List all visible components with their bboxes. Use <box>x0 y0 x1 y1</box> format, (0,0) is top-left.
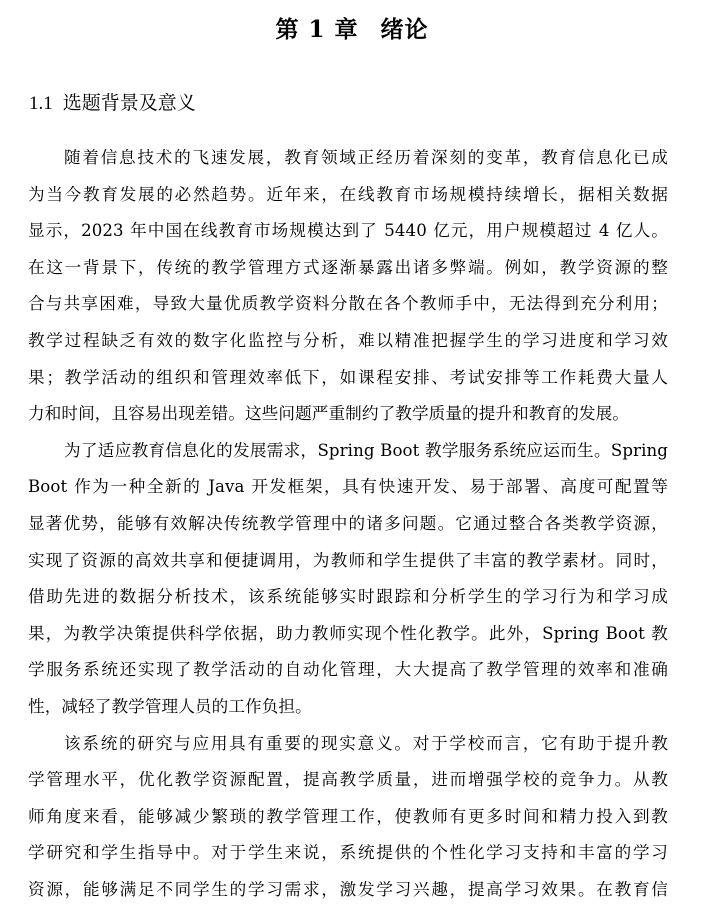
text-line: 为当今教育发展的必然趋势。近年来，在线教育市场规模持续增长，据相关数据 <box>28 177 668 214</box>
text-line: 借助先进的数据分析技术，该系统能够实时跟踪和分析学生的学习行为和学习成 <box>28 579 668 616</box>
text-line: 果；教学活动的组织和管理效率低下，如课程安排、考试安排等工作耗费大量人 <box>28 360 668 397</box>
text-line: 师角度来看，能够减少繁琐的教学管理工作，使教师有更多时间和精力投入到教 <box>28 799 668 836</box>
text-line: 显著优势，能够有效解决传统教学管理中的诸多问题。它通过整合各类教学资源， <box>28 506 668 543</box>
text-line: 合与共享困难，导致大量优质教学资料分散在各个教师手中，无法得到充分利用； <box>28 286 668 323</box>
document-body <box>28 140 668 908</box>
chapter-number: 第 1 章 <box>275 16 358 43</box>
text-line: 学研究和学生指导中。对于学生来说，系统提供的个性化学习支持和丰富的学习 <box>28 835 668 872</box>
text-line: 教学过程缺乏有效的数字化监控与分析，难以精准把握学生的学习进度和学习效 <box>28 323 668 360</box>
text-line: 显示，2023 年中国在线教育市场规模达到了 5440 亿元，用户规模超过 4 亿人。 <box>28 213 668 250</box>
text-line: 为了适应教育信息化的发展需求，Spring Boot 教学服务系统应运而生。Spring <box>28 433 668 470</box>
text-line: 随着信息技术的飞速发展，教育领域正经历着深刻的变革，教育信息化已成 <box>28 140 668 177</box>
text-line: 学管理水平，优化教学资源配置，提高教学质量，进而增强学校的竞争力。从教 <box>28 762 668 799</box>
text-line: 性，减轻了教学管理人员的工作负担。 <box>28 689 668 726</box>
text-line: 学服务系统还实现了教学活动的自动化管理，大大提高了教学管理的效率和准确 <box>28 652 668 689</box>
text-line: Boot 作为一种全新的 Java 开发框架，具有快速开发、易于部署、高度可配置等 <box>28 469 668 506</box>
paragraph-1 <box>28 140 668 433</box>
text-line: 果，为教学决策提供科学依据，助力教师实现个性化教学。此外，Spring Boot 教 <box>28 616 668 653</box>
paragraph-2 <box>28 433 668 726</box>
section-number: 1.1 <box>29 93 53 114</box>
text-line: 实现了资源的高效共享和便捷调用，为教师和学生提供了丰富的教学素材。同时， <box>28 543 668 580</box>
text-line: 在这一背景下，传统的教学管理方式逐渐暴露出诸多弊端。例如，教学资源的整 <box>28 250 668 287</box>
paragraph-3 <box>28 726 668 908</box>
section-heading <box>29 88 196 119</box>
text-line: 资源，能够满足不同学生的学习需求，激发学习兴趣，提高学习效果。在教育信 <box>28 872 668 908</box>
section-title: 选题背景及意义 <box>63 92 196 114</box>
text-line: 该系统的研究与应用具有重要的现实意义。对于学校而言，它有助于提升教 <box>28 726 668 763</box>
chapter-name: 绪论 <box>381 16 429 43</box>
text-line: 力和时间，且容易出现差错。这些问题严重制约了教学质量的提升和教育的发展。 <box>28 396 668 433</box>
chapter-title <box>0 12 704 48</box>
